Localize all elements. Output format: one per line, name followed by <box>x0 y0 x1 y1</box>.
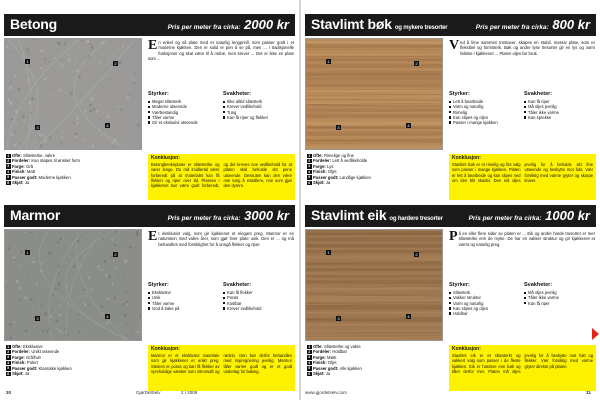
spec-list <box>307 153 443 185</box>
spec-row <box>307 371 443 376</box>
spec-number: 6 <box>308 371 311 376</box>
spec-number: 4 <box>308 169 311 174</box>
spec-label: Finish: <box>313 169 327 175</box>
conclusion-box <box>148 345 295 391</box>
material-subtitle: og hardere tresorter <box>389 216 443 222</box>
svg-text:2: 2 <box>415 252 418 257</box>
strength-item: Moderne utseende <box>148 104 218 109</box>
spec-value: Grå/hvit <box>25 354 41 360</box>
weakness-item: Kan få riper <box>524 301 594 306</box>
strength-item: Tåler varme <box>148 301 218 306</box>
strength-item: Kan slipes og oljes <box>449 306 519 311</box>
price: Pris per meter fra cirka: 1000 kr <box>468 208 590 223</box>
spec-label: Skjøt: <box>313 180 325 186</box>
strengths-list <box>449 283 519 316</box>
spec-number: 4 <box>308 360 311 365</box>
conclusion-box <box>449 345 596 391</box>
spec-label: Skjøt: <box>12 371 24 377</box>
weakness-item: Kan få flekker <box>223 290 293 295</box>
panel-marmor <box>4 205 295 391</box>
spec-number: 2 <box>308 349 311 354</box>
website-url: www.gjordetselv.com <box>305 390 347 395</box>
spec-row <box>6 180 142 185</box>
spec-number: 2 <box>308 158 311 163</box>
spec-number: 1 <box>308 153 311 158</box>
strength-item: Unik <box>148 295 218 300</box>
spec-label: Passer godt: <box>313 365 339 371</box>
strengths-list <box>449 92 519 125</box>
drop-cap: P <box>449 229 458 244</box>
weakness-item: Krever vedlikehold <box>223 306 293 311</box>
magazine-name: GjørDetSelv <box>136 390 161 395</box>
conclusion-text: Stavlimt bøk er et rimelig og fint valg som passer i mange kjøkken. Platen er lett å bearbeide og kan slipes ned om den blir skadet. Den må oljes jevnlig for å beholde sitt fine utseende og beskytte mot fukt. Vær forsiktig med varme gryter og skarpe kniver. <box>452 162 593 183</box>
spec-value: Lys <box>326 163 334 169</box>
spec-label: Fordeler: <box>12 158 31 164</box>
conclusion-heading: Konklusjon: <box>452 346 481 352</box>
strength-item: Tåler varme <box>148 115 218 120</box>
spec-number: 6 <box>7 180 10 185</box>
weakness-item: Må oljes jevnlig <box>524 290 594 295</box>
footer-left <box>6 390 296 395</box>
spec-value: Klassiske kjøkken <box>38 365 72 371</box>
material-subtitle: og mykere tresorter <box>394 25 448 31</box>
spec-value: Ja <box>325 180 331 186</box>
conclusion-text: Marmor er et eksklusivt materiale som gir kjøkkenet et unikt preg. Steinen er porøs og kan få flekker av syreholdige væsker som sitronsaft og rødvin. Den bør derfor behandles med impregnering jevnlig. Marmor tåler varme godt og er et godt underlag for baking. <box>151 353 292 374</box>
weaknesses-heading: Svakheter: <box>524 91 553 97</box>
spec-number: 5 <box>308 175 311 180</box>
strength-item: Vakker struktur <box>449 295 519 300</box>
price: Pris per meter fra cirka: 2000 kr <box>167 17 289 32</box>
spec-row <box>6 371 142 376</box>
spec-number: 1 <box>308 344 311 349</box>
spec-label: Finish: <box>313 360 327 366</box>
svg-text:2: 2 <box>415 61 418 66</box>
panel-header <box>305 205 596 227</box>
material-photo <box>305 38 443 150</box>
material-title: Betong <box>10 16 58 32</box>
page-gutter <box>299 0 301 400</box>
conclusion-box <box>148 154 295 200</box>
strength-item: Gir et ekslusivt utseende <box>148 120 218 125</box>
price: Pris per meter fra cirka: 3000 kr <box>167 208 289 223</box>
spec-label: Passer godt: <box>12 365 38 371</box>
svg-text:1: 1 <box>26 250 29 255</box>
conclusion-text: Stavlimt eik er et slitesterkt og vakkert valg som passer i de fleste kjøkken. Eik er hardere enn bøk og tåler derfor mer. Platen må oljes jevnlig for å beskytte mot fukt og flekker. Vær forsiktig med varme gryter direkte på platen. <box>452 353 593 374</box>
strength-item: Passer i mange kjøkken <box>449 120 519 125</box>
spec-number: 3 <box>308 164 311 169</box>
spec-value: Oljet <box>327 169 337 175</box>
strength-item: God å bake på <box>148 306 218 311</box>
spec-value: Eksklusive <box>22 344 43 349</box>
panel-header <box>305 14 596 36</box>
spec-label: Finish: <box>12 169 26 175</box>
spec-value: Ja <box>24 180 30 186</box>
strengths-list <box>148 92 218 125</box>
spec-label: Ofte: <box>12 344 22 349</box>
panel-header <box>4 14 295 36</box>
spec-number: 5 <box>7 366 10 371</box>
spec-number: 4 <box>7 169 10 174</box>
conclusion-text: Betongbenkeplater er slitesterke og varer lenge. Du må imidlertid være forberedt på at materialet kan få flekker og riper over tid. Plassen i kjøkkenet bør være godt forberedt, og det kreves noe vedlikehold for at platen skal beholde sitt pene utseende. Dessuten kan den være noe tung å installere, noe som gjør den dyrere. <box>151 162 292 189</box>
spec-label: Passer godt: <box>313 174 339 180</box>
spec-number: 3 <box>308 355 311 360</box>
spec-list <box>6 153 142 185</box>
spec-value: Holdbar <box>332 349 347 355</box>
spec-value: Polert <box>26 360 38 366</box>
spec-number: 4 <box>7 360 10 365</box>
strengths-heading: Styrker: <box>449 282 470 288</box>
svg-text:3: 3 <box>337 125 340 130</box>
weakness-item: Tåler ikke varme <box>524 110 594 115</box>
weakness-item: Kostbar <box>223 301 293 306</box>
spec-value: Unikt utseende <box>31 349 60 355</box>
conclusion-heading: Konklusjon: <box>151 346 180 352</box>
svg-text:3: 3 <box>337 316 340 321</box>
svg-text:3: 3 <box>36 316 39 321</box>
spec-value: Moderne kjøkken <box>38 174 71 180</box>
svg-text:3: 3 <box>36 125 39 130</box>
spec-label: Skjøt: <box>313 371 325 377</box>
spec-label: Ofte: <box>313 344 323 349</box>
svg-text:4: 4 <box>407 314 410 319</box>
strength-item: Eksklusivt <box>148 290 218 295</box>
price: Pris per meter fra cirka: 800 kr <box>475 17 590 32</box>
weakness-item: Tung <box>223 110 293 115</box>
drop-cap: E <box>148 38 158 53</box>
weaknesses-heading: Svakheter: <box>223 91 252 97</box>
spec-label: Ofte: <box>313 153 323 158</box>
spec-number: 1 <box>7 153 10 158</box>
weaknesses-heading: Svakheter: <box>223 282 252 288</box>
weakness-item: Kan få riper <box>524 99 594 104</box>
spec-label: Farge: <box>313 354 326 360</box>
panel-betong <box>4 14 295 200</box>
spec-label: Ofte: <box>12 153 22 158</box>
spec-label: Fordeler: <box>313 349 332 355</box>
spec-number: 1 <box>7 344 10 349</box>
weaknesses-list <box>524 283 594 306</box>
material-photo <box>4 229 142 341</box>
strength-item: Holdbar <box>449 311 519 316</box>
svg-text:4: 4 <box>106 314 109 319</box>
panel-stavlimt-eik <box>305 205 596 391</box>
spec-value: Landlige kjøkken <box>339 174 371 180</box>
strength-item: Rimelig <box>449 110 519 115</box>
spec-value: Ja <box>24 371 30 377</box>
strength-item: Varm og naturlig <box>449 301 519 306</box>
spec-number: 5 <box>7 175 10 180</box>
conclusion-heading: Konklusjon: <box>452 155 481 161</box>
spec-label: Farge: <box>12 163 25 169</box>
weakness-item: Porøs <box>223 295 293 300</box>
panel-stavlimt-bok <box>305 14 596 200</box>
strength-item: Varm og naturlig <box>449 104 519 109</box>
weaknesses-list <box>223 92 293 120</box>
spec-value: Ja <box>325 371 331 377</box>
material-title: Marmor <box>10 207 61 223</box>
page-number-left: 30 <box>6 390 12 395</box>
spec-number: 6 <box>308 180 311 185</box>
strengths-list <box>148 283 218 311</box>
intro-text: Et eksklusivt valg, som gir kjøkkenet et elegant preg. Marmor er en naturstein med vakre årer, som gjør hver plate unik. Den er ... og må behandles med forsiktighet for å unngå flekker og riper. <box>148 229 294 247</box>
spec-label: Skjøt: <box>12 180 24 186</box>
weakness-item: Ikke alltid slitesterk <box>223 99 293 104</box>
spec-value: Matt <box>26 169 36 175</box>
spec-value: Grå <box>25 163 33 169</box>
weaknesses-list <box>524 92 594 120</box>
weakness-item: Må oljes jevnlig <box>524 104 594 109</box>
strength-item: Slitesterk <box>449 290 519 295</box>
spec-value: Alle kjøkken <box>339 365 362 371</box>
strengths-heading: Styrker: <box>449 91 470 97</box>
spec-number: 2 <box>7 158 10 163</box>
spec-number: 5 <box>308 366 311 371</box>
spec-label: Passer godt: <box>12 174 38 180</box>
spec-value: Mørk <box>326 354 337 360</box>
svg-text:1: 1 <box>327 59 330 64</box>
spec-number: 3 <box>7 355 10 360</box>
page-number-right: 31 <box>585 390 591 395</box>
weaknesses-heading: Svakheter: <box>524 282 553 288</box>
spec-row <box>307 180 443 185</box>
strength-item: Lett å bearbeide <box>449 99 519 104</box>
intro-text: Ved å lime sammen trestaver, skapes en stabil, massiv plate, som er fleksibel og formsterk. Bøk og andre lyse tresorter gir en lys og varm følelse i kjøkkenet ... Platen oljes før bruk. <box>449 38 595 56</box>
weakness-item: Tåler ikke varme <box>524 295 594 300</box>
spec-label: Finish: <box>12 360 26 366</box>
spec-label: Farge: <box>313 163 326 169</box>
spec-number: 6 <box>7 371 10 376</box>
strengths-heading: Styrker: <box>148 282 169 288</box>
spec-number: 3 <box>7 164 10 169</box>
footer-right <box>305 390 595 395</box>
svg-text:1: 1 <box>327 250 330 255</box>
strength-item: Værbestandig <box>148 110 218 115</box>
intro-text: På en eller flere sider av platen er ... Eik og andre harde tresorter er mer slitesterke enn de myke. De har en vakker struktur og gir kjøkkenet et varmt og naturlig preg. <box>449 229 595 247</box>
spec-value: Lett å vedlikeholde <box>332 158 368 164</box>
strength-item: Meget slitesterk <box>148 99 218 104</box>
spec-label: Fordeler: <box>313 158 332 164</box>
next-page-arrow-icon <box>592 328 599 340</box>
conclusion-heading: Konklusjon: <box>151 155 180 161</box>
drop-cap: E <box>148 229 158 244</box>
intro-text: En enkel og så plate med et naturlig lengpreill, som passer godt i et moderne kjøkken. Den er solid er pen å se på, men ... i tradisjonelle funksjoner og skal være til å ordne, men krever ... Det er ikke en plate som ... <box>148 38 294 62</box>
svg-text:2: 2 <box>114 61 117 66</box>
spec-label: Farge: <box>12 354 25 360</box>
material-title: Stavlimt bøk og mykere tresorter <box>311 16 448 32</box>
conclusion-box <box>449 154 596 200</box>
spec-value: Rimelige og fine <box>323 153 354 158</box>
weakness-item: Kan sprekke <box>524 115 594 120</box>
spec-value: Oljet <box>327 360 337 366</box>
material-photo <box>4 38 142 150</box>
spec-value: Slitesterke og vakre <box>323 344 361 349</box>
weakness-item: Kan få riper og flekker <box>223 115 293 120</box>
strengths-heading: Styrker: <box>148 91 169 97</box>
spec-label: Fordeler: <box>12 349 31 355</box>
weakness-item: Krever vedlikehold <box>223 104 293 109</box>
svg-text:1: 1 <box>26 59 29 64</box>
issue-number: 2 / 2009 <box>181 390 198 395</box>
weaknesses-list <box>223 283 293 311</box>
spec-value: Slitesterke, vakre <box>22 153 56 158</box>
svg-text:4: 4 <box>106 123 109 128</box>
spec-number: 2 <box>7 349 10 354</box>
material-photo <box>305 229 443 341</box>
spec-value: Kan støpes til ønsket form <box>31 158 80 164</box>
drop-cap: V <box>449 38 460 53</box>
spec-list <box>6 344 142 376</box>
svg-text:2: 2 <box>114 252 117 257</box>
strength-item: Kan slipes og oljes <box>449 115 519 120</box>
panel-header <box>4 205 295 227</box>
svg-text:4: 4 <box>407 123 410 128</box>
spec-list <box>307 344 443 376</box>
material-title: Stavlimt eik og hardere tresorter <box>311 207 443 223</box>
